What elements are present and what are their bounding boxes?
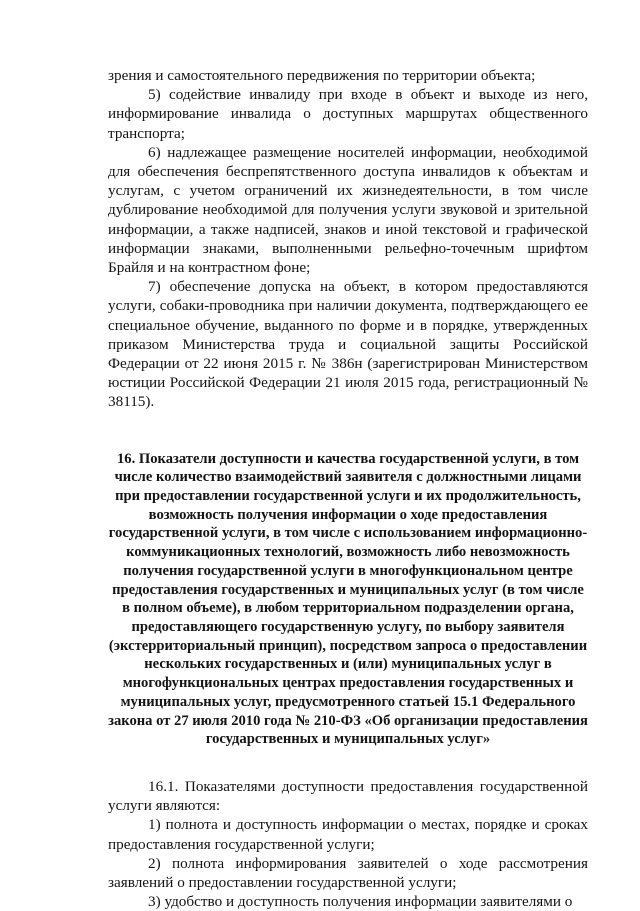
paragraph-item-6: 6) надлежащее размещение носителей информации, необходимой для обеспечения беспрепятственного доступа инвалидов к объектам и услугам, с учетом ограничений их жизнедеятельности, в том числе дублирование необходимой для получения услуги звуковой и зрительной информации, а также надписей, знаков и иной текстовой и графической информации знаками, выполненными рельефно-точечным шрифтом Брайля и на контрастном фоне; bbox=[108, 143, 588, 277]
paragraph-16-1: 16.1. Показателями доступности предоставления государственной услуги являются: bbox=[108, 777, 588, 815]
section-heading-16: 16. Показатели доступности и качества государственной услуги, в том числе количество взаимодействий заявителя с должностными лицами при предоставлении государственной услуги и их продолжительность, возможность получения информации о ходе предоставления государственной услуги, в том числе с использованием информационно-коммуникационных технологий, возможность либо невозможность получения государственной услуги в многофункциональном центре предоставления государственных и муниципальных услуг (в том числе в полном объеме), в любом территориальном подразделении органа, предоставляющего государственную услугу, по выбору заявителя (экстерриториальный принцип), посредством запроса о предоставлении нескольких государственных и (или) муниципальных услуг в многофункциональных центрах предоставления государственных и муниципальных услуг, предусмотренного статьей 15.1 Федерального закона от 27 июля 2010 года № 210-ФЗ «Об организации предоставления государственных и муниципальных услуг» bbox=[108, 450, 588, 748]
paragraph-item-5: 5) содействие инвалиду при входе в объект и выходе из него, информирование инвалида о доступных маршрутах общественного транспорта; bbox=[108, 86, 588, 142]
paragraph-continuation: зрения и самостоятельного передвижения по территории объекта; bbox=[108, 67, 536, 84]
document-page bbox=[108, 66, 588, 911]
paragraph-item-3: 3) удобство и доступность получения информации заявителями о bbox=[148, 893, 573, 911]
paragraph-item-2: 2) полнота информирования заявителей о ходе рассмотрения заявлений о предоставлении государственной услуги; bbox=[108, 854, 588, 891]
paragraph-item-1: 1) полнота и доступность информации о местах, порядке и сроках предоставления государственной услуги; bbox=[108, 816, 588, 853]
paragraph-item-7: 7) обеспечение допуска на объект, в котором предоставляются услуги, собаки-проводника при наличии документа, подтверждающего ее специальное обучение, выданного по форме и в порядке, утвержденных приказом Министерства труда и социальной защиты Российской Федерации от 22 июня 2015 г. № 386н (зарегистрирован Министерством юстиции Российской Федерации 21 июля 2015 года, регистрационный № 38115). bbox=[108, 278, 588, 411]
